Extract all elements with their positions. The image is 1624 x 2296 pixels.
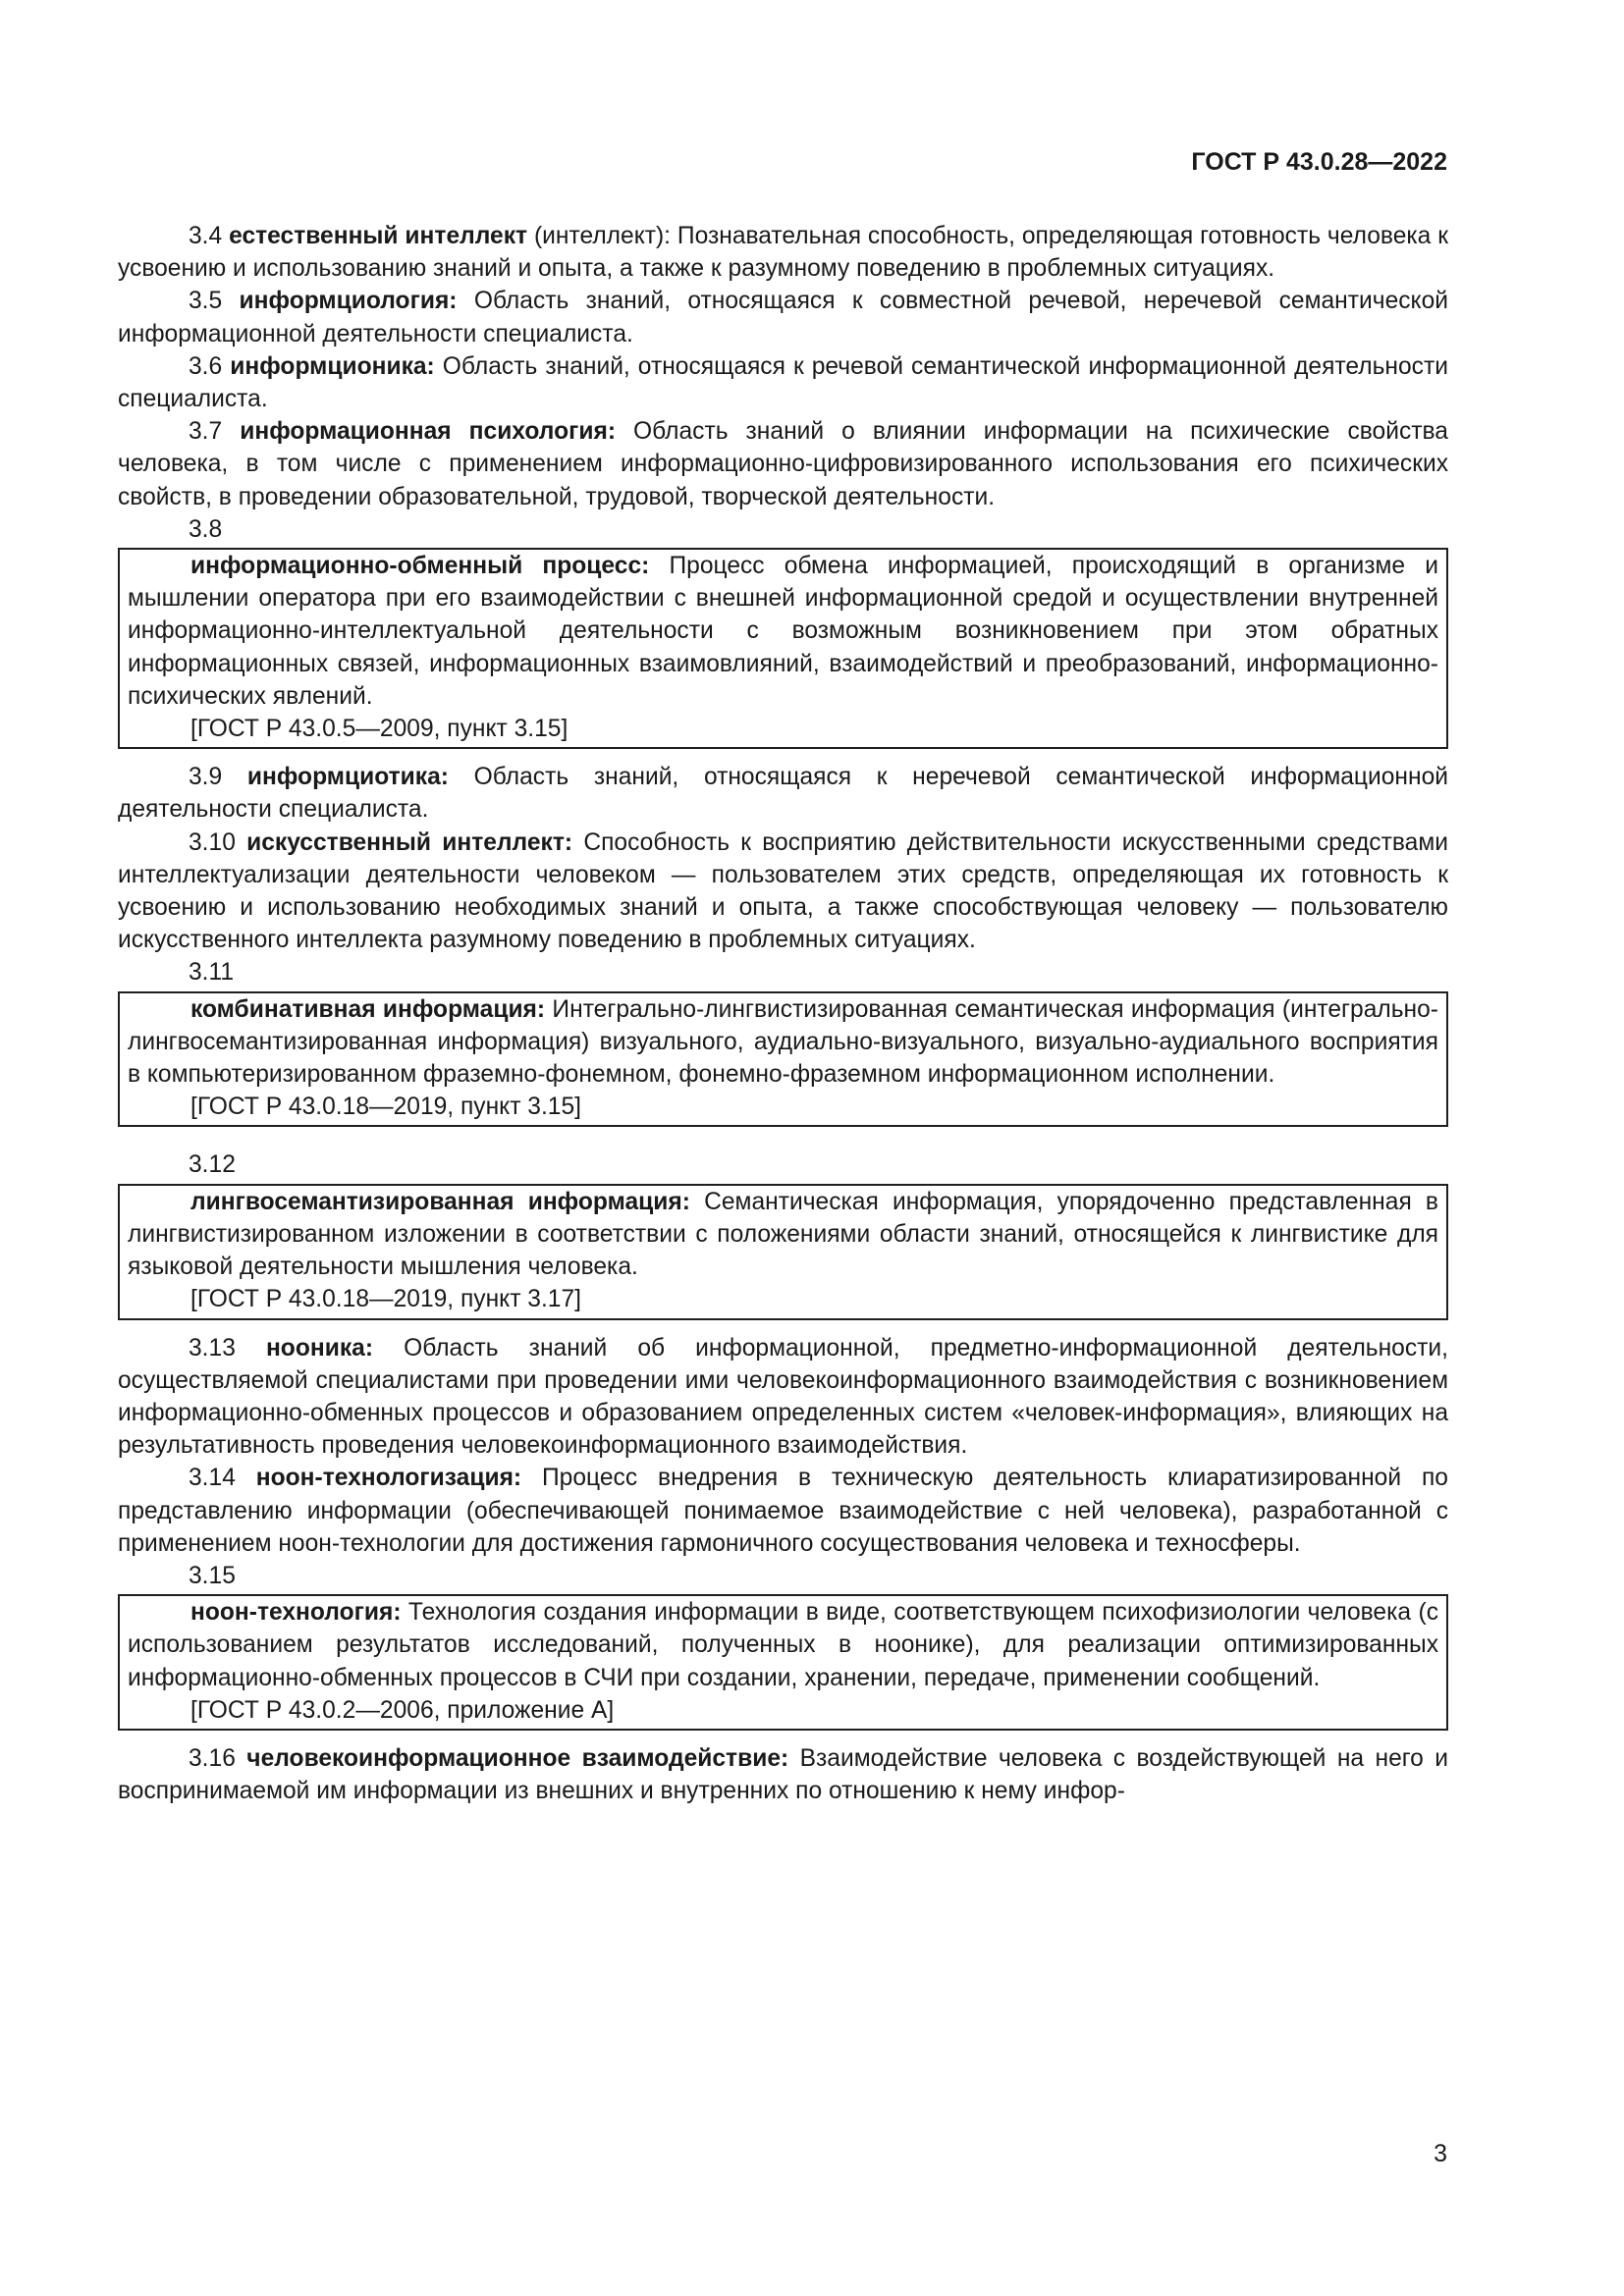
term-3-8: информационно-обменный процесс: Процесс обмена информацией, происходящий в организме и мышлении оператора при его взаимодействии с внешней информационной средой и осуществлении внутренней информационно-интеллектуальной деятельности с возможным возникновением при этом обратных информационных связей, информационных взаимовлияний, взаимодействий и преобразований, информационно-психических явлений.	[128, 553, 1438, 710]
source-reference: [ГОСТ Р 43.0.18—2019, пункт 3.15]	[190, 1094, 581, 1121]
term-name: информциология:	[239, 288, 458, 315]
term-3-5: 3.5 информциология: Область знаний, относящаяся к совместной речевой, неречевой семантической информационной деятельности специалиста.	[118, 288, 1448, 347]
term-name: информационная психология:	[240, 418, 617, 446]
term-name: нооника:	[265, 1334, 374, 1362]
source-reference: [ГОСТ Р 43.0.5—2009, пункт 3.15]	[190, 716, 568, 743]
term-number-3-8: 3.8	[189, 515, 223, 543]
page-number: 3	[1434, 2140, 1447, 2167]
term-name: информационно-обменный процесс:	[190, 553, 650, 580]
term-3-9: 3.9 информциотика: Область знаний, относящаяся к неречевой семантической информационной деятельности специалиста.	[118, 764, 1448, 824]
term-3-13: 3.13 нооника: Область знаний об информационной, предметно-информационной деятельности, осуществляемой специалистами при проведении ими человекоинформационного взаимодействия с возникновением информационно-обменных процессов и образованием определенных систем «человек-информация», влияющих на результативность проведения человекоинформационного взаимодействия.	[118, 1334, 1448, 1460]
citation-box-3-15	[118, 1594, 1448, 1731]
term-number-3-12: 3.12	[189, 1151, 236, 1179]
term-name: ноон-технологизация:	[255, 1465, 522, 1492]
term-3-14: 3.14 ноон-технологизация: Процесс внедрения в техническую деятельность клиаратизированной по представлению информации (обеспечивающей понимаемое взаимодействие с ней человека), разработанной с применением ноон-технологии для достижения гармоничного сосуществования человека и техносферы.	[118, 1465, 1448, 1557]
term-3-16: 3.16 человекоинформационное взаимодействие: Взаимодействие человека с воздействующей на него и воспринимаемой им информации из внешних и внутренних по отношению к нему инфор-	[118, 1744, 1448, 1805]
document-designation: ГОСТ Р 43.0.28—2022	[1191, 148, 1447, 176]
term-3-15: ноон-технология: Технология создания информации в виде, соответствующем психофизиологии человека (с использованием результатов исследований, полученных в ноонике), для реализации оптимизированных информационно-обменных процессов в СЧИ при создании, хранении, передаче, применении сообщений.	[128, 1599, 1438, 1691]
term-3-12: лингвосемантизированная информация: Семантическая информация, упорядоченно представленная в лингвистизированном изложении в соответствии с положениями области знаний, относящейся к лингвистике для языковой деятельности мышления человека.	[128, 1188, 1438, 1281]
term-3-6: 3.6 информционика: Область знаний, относящаяся к речевой семантической информационной деятельности специалиста.	[118, 352, 1448, 413]
document-body	[118, 220, 1448, 1807]
term-name: лингвосемантизированная информация:	[190, 1188, 690, 1215]
term-name: информционика:	[230, 352, 435, 380]
source-reference: [ГОСТ Р 43.0.2—2006, приложение А]	[190, 1696, 615, 1724]
term-name: естественный интеллект	[229, 223, 528, 249]
term-number-3-15: 3.15	[189, 1562, 236, 1589]
term-3-11: комбинативная информация: Интегрально-лингвистизированная семантическая информация (интегрально-лингвосемантизированная информация) визуального, аудиально-визуального, визуально-аудиального восприятия в компьютеризированном фраземно-фонемном, фонемно-фраземном информационном исполнении.	[128, 995, 1438, 1089]
term-name: информциотика:	[246, 764, 449, 791]
citation-box-3-12	[118, 1184, 1448, 1320]
term-3-4: 3.4 естественный интеллект (интеллект): Познавательная способность, определяющая готовность человека к усвоению и использованию знаний и опыта, а также к разумному поведению в проблемных ситуациях.	[118, 223, 1448, 283]
term-name: искусственный интеллект:	[246, 828, 573, 856]
citation-box-3-11	[118, 991, 1448, 1128]
term-name: человекоинформационное взаимодействие:	[246, 1744, 789, 1772]
source-reference: [ГОСТ Р 43.0.18—2019, пункт 3.17]	[190, 1286, 581, 1313]
citation-box-3-8	[118, 548, 1448, 749]
term-number-3-11: 3.11	[189, 959, 235, 987]
term-name: ноон-технология:	[190, 1599, 402, 1627]
term-name: комбинативная информация:	[190, 995, 546, 1023]
term-3-7: 3.7 информационная психология: Область знаний о влиянии информации на психические свойства человека, в том числе с применением информационно-цифровизированного использования его психических свойств, в проведении образовательной, трудовой, творческой деятельности.	[118, 418, 1448, 510]
term-3-10: 3.10 искусственный интеллект: Способность к восприятию действительности искусственными средствами интеллектуализации деятельности человеком — пользователем этих средств, определяющая их готовность к усвоению и использованию необходимых знаний и опыта, а также способствующая человеку — пользователю искусственного интеллекта разумному поведению в проблемных ситуациях.	[118, 828, 1448, 954]
